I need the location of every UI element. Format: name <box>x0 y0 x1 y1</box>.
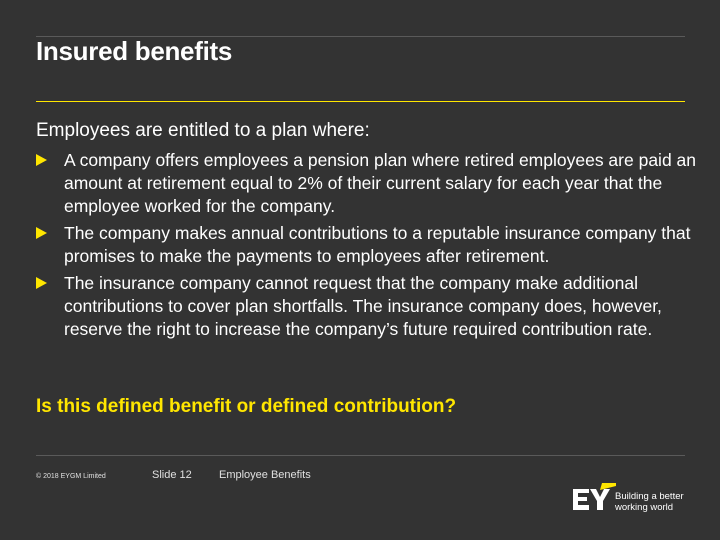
intro-text: Employees are entitled to a plan where: <box>36 120 370 141</box>
footer-topic: Employee Benefits <box>219 469 311 481</box>
triangle-bullet-icon <box>36 227 47 239</box>
slide-title: Insured benefits <box>36 36 233 66</box>
bullet-item <box>36 222 696 268</box>
ey-tagline-line-1: Building a better <box>615 491 684 502</box>
footer-slide-number: Slide 12 <box>152 469 192 481</box>
bullet-list <box>36 149 696 345</box>
ey-tagline <box>615 491 684 513</box>
bullet-item <box>36 149 696 218</box>
bullet-text: A company offers employees a pension plan where retired employees are paid an amount at retirement equal to 2% of their current salary for each year that the employee worked for the company. <box>64 150 696 216</box>
title-underline <box>36 101 685 102</box>
bullet-text: The insurance company cannot request that the company make additional contributions to cover plan shortfalls. The insurance company does, however, reserve the right to increase the company’s future required contribution rate. <box>64 273 662 339</box>
ey-logo <box>572 481 692 515</box>
ey-tagline-line-2: working world <box>615 502 674 513</box>
bullet-text: The company makes annual contributions to a reputable insurance company that promises to make the payments to employees after retirement. <box>64 223 691 266</box>
triangle-bullet-icon <box>36 154 47 166</box>
footer-divider <box>36 455 685 456</box>
footer-copyright: © 2018 EYGM Limited <box>36 473 106 480</box>
bullet-item <box>36 272 696 341</box>
question-text: Is this defined benefit or defined contribution? <box>36 396 457 417</box>
triangle-bullet-icon <box>36 277 47 289</box>
ey-logo-mark <box>572 483 616 513</box>
